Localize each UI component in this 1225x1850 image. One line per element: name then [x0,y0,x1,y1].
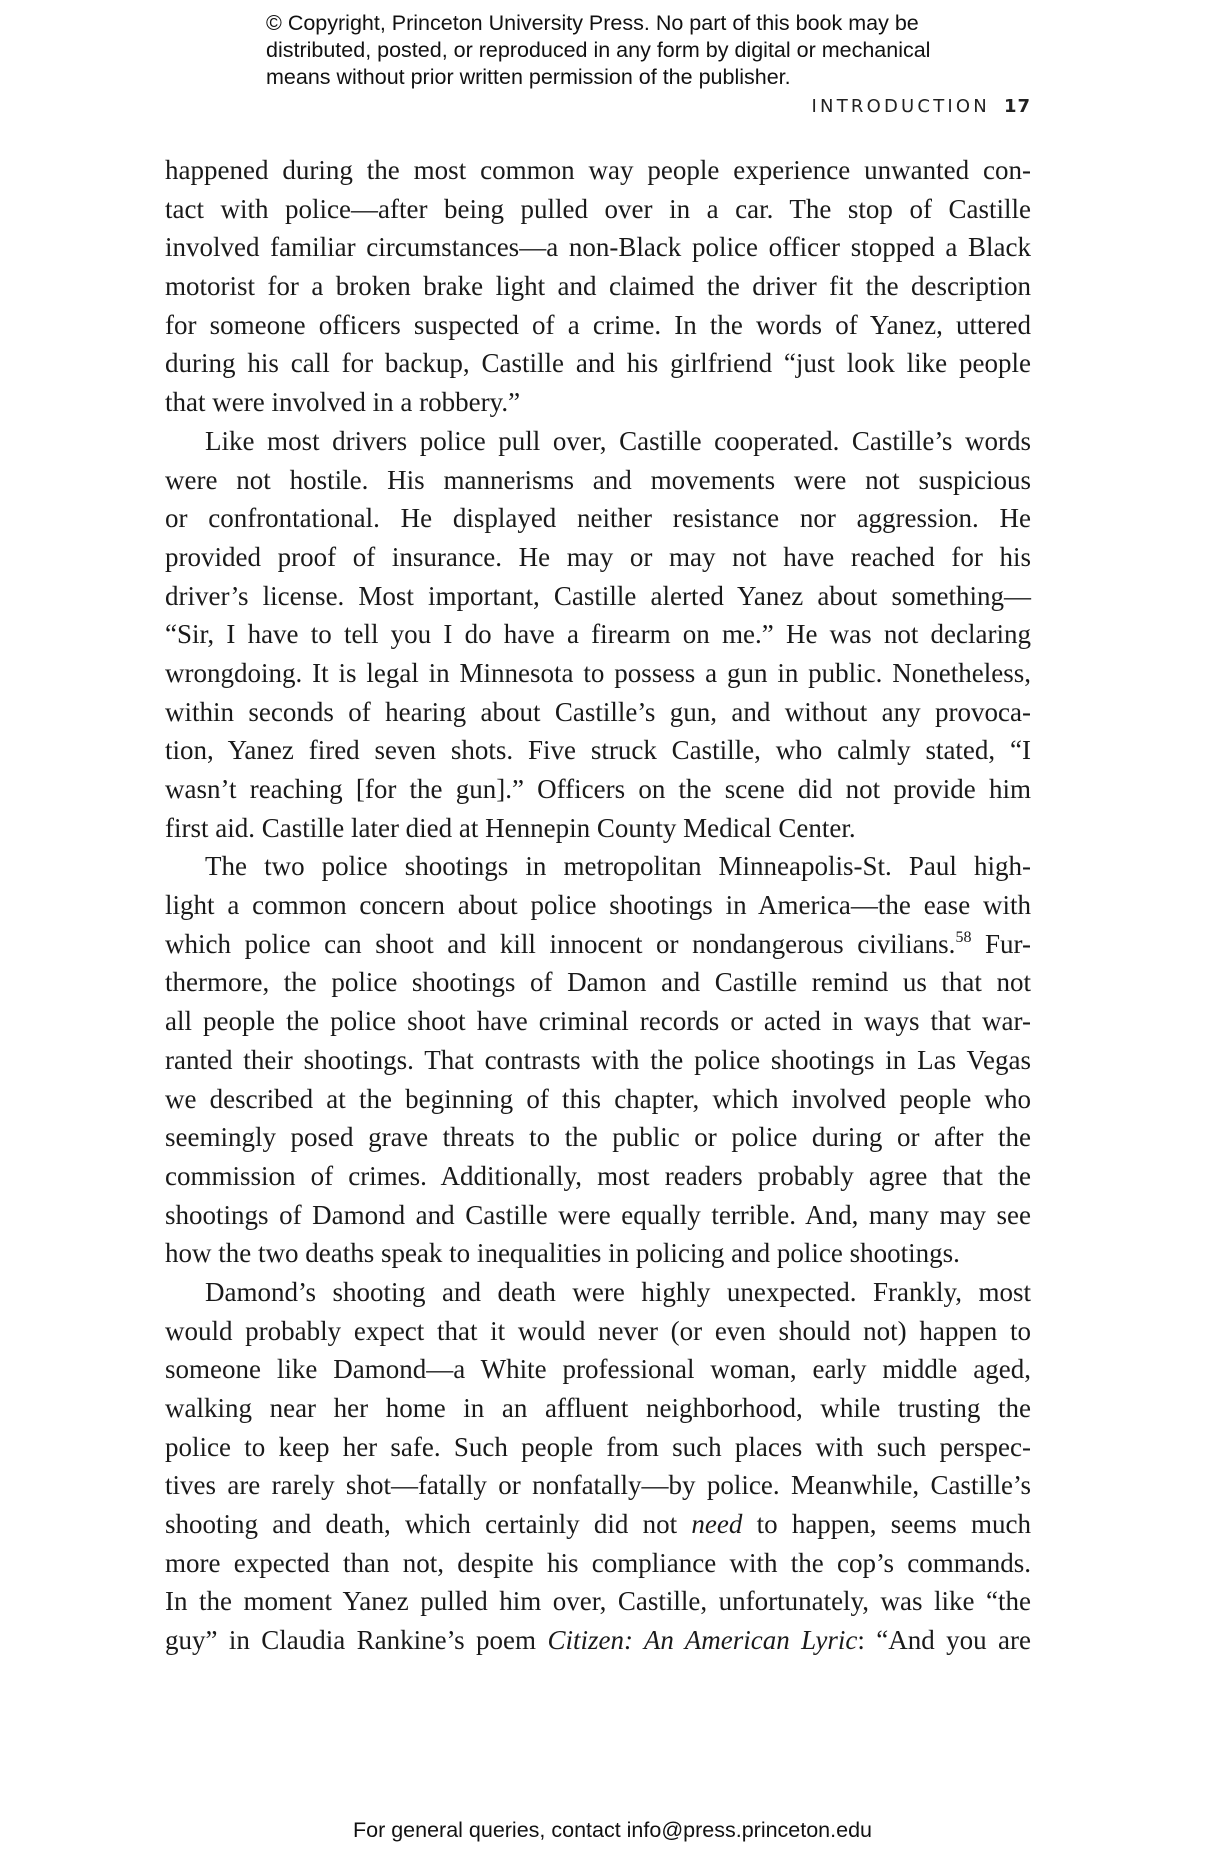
running-head-title: INTRODUCTION [811,96,990,117]
text-line: seemingly posed grave threats to the public or police during or after the [165,1122,1031,1153]
text-line: shootings of Damond and Castille were equally terrible. And, many may see [165,1199,1031,1230]
copyright-notice [266,10,1026,91]
text-line: during his call for backup, Castille and his girlfriend “just look like people [165,348,1031,379]
text-line: tact with police—after being pulled over in a car. The stop of Castille [165,193,1031,224]
text-line: for someone officers suspected of a crime. In the words of Yanez, uttered [165,309,1031,340]
text-segment: And you are [888,1625,1031,1656]
text-line: wrongdoing. It is legal in Minnesota to possess a gun in public. Nonetheless, [165,657,1031,688]
text-line: within seconds of hearing about Castille’s gun, and without any provoca- [165,696,1031,727]
text-line: we described at the beginning of this chapter, which involved people who [165,1083,1031,1114]
text-line: motorist for a broken brake light and claimed the driver fit the description [165,271,1031,302]
text-line: or confrontational. He displayed neither resistance nor aggression. He [165,503,1031,534]
text-line: were not hostile. His mannerisms and movements were not suspicious [165,464,1031,495]
text-line: driver’s license. Most important, Castille alerted Yanez about something— [165,580,1031,611]
text-line: Like most drivers police pull over, Castille cooperated. Castille’s words [205,425,1031,456]
text-segment: Fur- [971,928,1031,959]
text-line-with-italic [165,1505,1031,1544]
running-head [812,96,1031,117]
paragraph [165,1273,1031,1660]
italic-emphasis: need [691,1509,743,1540]
text-line: walking near her home in an affluent neighborhood, while trusting the [165,1393,1031,1423]
text-segment: shooting and death, which certainly did not [165,1509,692,1540]
paragraph [165,422,1031,848]
text-line: wasn’t reaching [for the gun].” Officers on the scene did not provide him [165,774,1031,804]
text-segment: which police can shoot and kill innocent or nondangerous civilians. [165,928,956,959]
text-line: someone like Damond—a White professional woman, early middle aged, [165,1354,1031,1385]
text-line: provided proof of insurance. He may or may not have reached for his [165,541,1031,572]
text-segment: guy” in Claudia Rankine’s poem [165,1625,548,1656]
paragraph [165,847,1031,1273]
text-line: how the two deaths speak to inequalities in policing and police shootings. [165,1238,960,1269]
text-line: first aid. Castille later died at Hennepin County Medical Center. [165,812,856,843]
text-line: tion, Yanez fired seven shots. Five struck Castille, who calmly stated, “I [165,735,1031,766]
text-line: all people the police shoot have criminal records or acted in ways that war- [165,1006,1031,1037]
text-line: “Sir, I have to tell you I do have a firearm on me.” He was not declaring [165,619,1031,650]
text-line: would probably expect that it would never (or even should not) happen to [165,1315,1031,1346]
text-line: In the moment Yanez pulled him over, Castille, unfortunately, was like “the [165,1586,1031,1617]
text-line: thermore, the police shootings of Damon and Castille remind us that not [165,967,1031,998]
text-line: tives are rarely shot—fatally or nonfatally—by police. Meanwhile, Castille’s [165,1470,1031,1501]
text-line: more expected than not, despite his compliance with the cop’s commands. [165,1547,1031,1578]
text-segment: to happen, seems much [742,1509,1031,1540]
italic-book-title: Citizen: An American Lyric [547,1625,858,1656]
text-segment: : “ [857,1625,889,1656]
text-line: happened during the most common way people experience unwanted con- [165,155,1031,185]
text-line: The two police shootings in metropolitan Minneapolis-St. Paul high- [205,851,1031,882]
footnote-reference[interactable]: 58 [955,928,972,946]
body-text [165,151,1031,1660]
text-line: Damond’s shooting and death were highly unexpected. Frankly, most [205,1276,1031,1307]
text-line-with-footnote [165,925,1031,964]
copyright-line: distributed, posted, or reproduced in any form by digital or mechanical [266,38,931,62]
text-line-with-italic [165,1621,1031,1660]
copyright-line: © Copyright, Princeton University Press. No part of this book may be [266,11,919,35]
text-line: police to keep her safe. Such people from such places with such perspec- [165,1431,1031,1462]
text-line: light a common concern about police shootings in America—the ease with [165,890,1031,921]
page-number: 17 [1003,96,1031,117]
text-line: that were involved in a robbery.” [165,387,521,418]
paragraph [165,151,1031,422]
text-line: involved familiar circumstances—a non-Black police officer stopped a Black [165,232,1031,263]
copyright-line: means without prior written permission of the publisher. [266,65,791,89]
footer-contact: For general queries, contact info@press.princeton.edu [352,1818,872,1842]
text-line: ranted their shootings. That contrasts with the police shootings in Las Vegas [165,1044,1031,1075]
text-line: commission of crimes. Additionally, most readers probably agree that the [165,1160,1031,1191]
